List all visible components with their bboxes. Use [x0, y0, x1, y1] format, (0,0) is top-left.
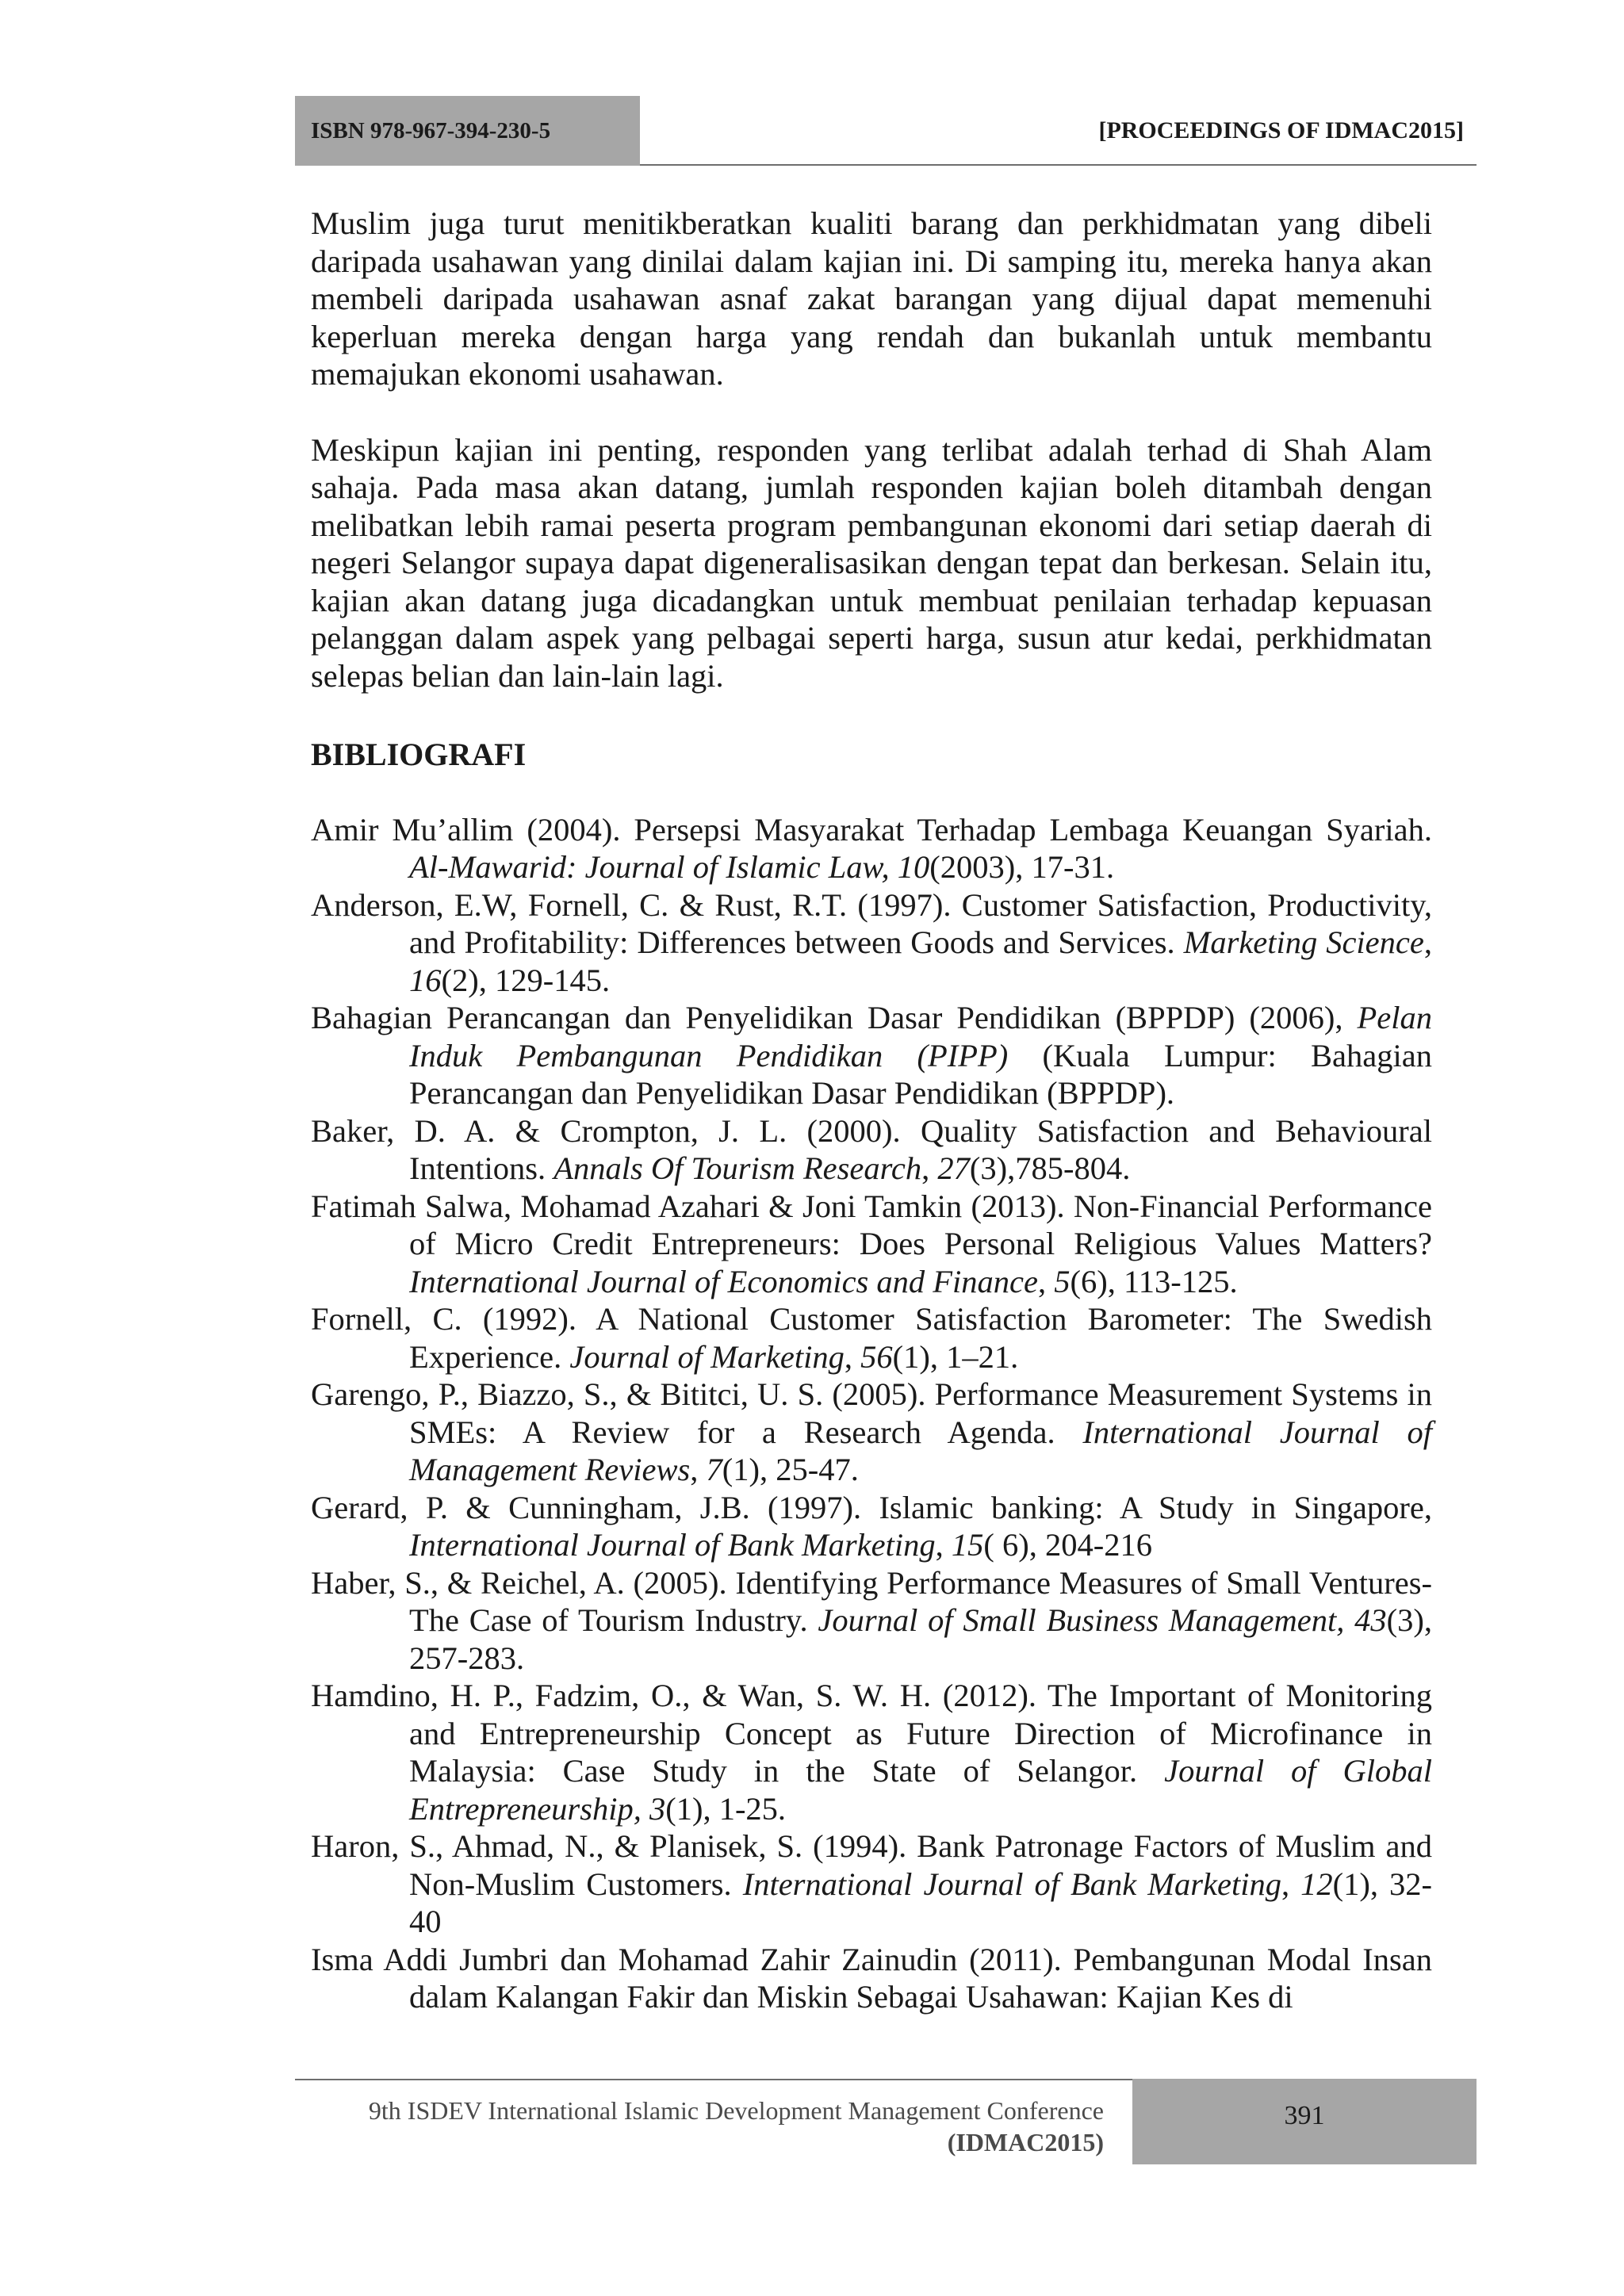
ref-text: ,: [1423, 924, 1432, 960]
ref-text: Haber, S., & Reichel, A. (2005). Identifying Performance Measures of Small Ventures-The Case of Tourism Industry.: [311, 1564, 1432, 1638]
ref-volume: 15: [951, 1527, 984, 1563]
page-number-box: [1132, 2079, 1477, 2164]
ref-journal: Marketing Science: [1183, 924, 1424, 960]
ref-text: Fatimah Salwa, Mohamad Azahari & Joni Tamkin (2013). Non-Financial Performance of Micro Credit Entrepreneurs: Does Personal Religious Values Matters?: [311, 1188, 1432, 1261]
ref-text: (1), 25-47.: [722, 1452, 859, 1487]
ref-journal: Annals Of Tourism Research: [553, 1150, 922, 1186]
page-footer: [295, 2079, 1477, 2164]
ref-journal: International Journal of Bank Marketing: [742, 1866, 1281, 1902]
reference-item: [311, 1188, 1432, 1301]
ref-text: ,: [844, 1338, 861, 1375]
conference-line-2: (IDMAC2015): [947, 2128, 1104, 2156]
ref-volume: 16: [409, 962, 442, 998]
ref-text: (3), 257-283.: [409, 1602, 1433, 1676]
reference-item: [311, 1677, 1432, 1827]
ref-text: Hamdino, H. P., Fadzim, O., & Wan, S. W. H. (2012). The Important of Monitoring and Entrepreneurship Concept as Future Direction of Microfinance in Malaysia: Case Study in the State of Selangor.: [311, 1678, 1432, 1789]
ref-journal: Journal of Small Business Management, 43: [818, 1602, 1387, 1638]
ref-text: ,: [1038, 1263, 1055, 1299]
ref-volume: 5: [1054, 1263, 1071, 1299]
ref-text: Gerard, P. & Cunningham, J.B. (1997). Islamic banking: A Study in Singapore,: [311, 1489, 1432, 1525]
page-header: [295, 96, 1477, 166]
ref-text: Bahagian Perancangan dan Penyelidikan Dasar Pendidikan (BPPDP) (2006),: [311, 1000, 1358, 1035]
ref-text: Anderson, E.W, Fornell, C. & Rust, R.T. (1997). Customer Satisfaction, Productivity, and Profitability: Differences between Goods and Services.: [311, 886, 1432, 960]
ref-text: (1), 32-40: [409, 1866, 1432, 1939]
ref-text: ( 6), 204-216: [983, 1527, 1152, 1563]
ref-text: Haron, S., Ahmad, N., & Planisek, S. (1994). Bank Patronage Factors of Muslim and Non-Muslim Customers.: [311, 1828, 1432, 1902]
ref-text: (2003), 17-31.: [929, 849, 1115, 885]
ref-journal: Journal of Marketing: [569, 1338, 845, 1375]
ref-journal: Journal of Global Entrepreneurship, 3: [409, 1753, 1432, 1827]
ref-text: (1), 1–21.: [892, 1338, 1019, 1375]
ref-text: Isma Addi Jumbri dan Mohamad Zahir Zainudin (2011). Pembangunan Modal Insan dalam Kalangan Fakir dan Miskin Sebagai Usahawan: Kajian Kes di: [311, 1941, 1432, 2015]
reference-list: [311, 811, 1432, 2016]
ref-text: ,: [1281, 1866, 1301, 1902]
ref-text: Garengo, P., Biazzo, S., & Bititci, U. S. (2005). Performance Measurement Systems in SMEs: A Review for a Research Agenda.: [311, 1376, 1432, 1450]
ref-text: Amir Mu’allim (2004). Persepsi Masyarakat Terhadap Lembaga Keuangan Syariah.: [311, 811, 1432, 848]
reference-item: [311, 1941, 1432, 2016]
paragraph: Meskipun kajian ini penting, responden yang terlibat adalah terhad di Shah Alam sahaja. Pada masa akan datang, jumlah responden kajian boleh ditambah dengan melibatkan lebih ramai peserta program pembangunan ekonomi dari setiap daerah di negeri Selangor supaya dapat digeneralisasikan dengan tepat dan berkesan. Selain itu, kajian akan datang juga dicadangkan untuk membuat penilaian terhadap kepuasan pelanggan dalam aspek yang pelbagai seperti harga, susun atur kedai, perkhidmatan selepas belian dan lain-lain lagi.: [311, 431, 1432, 694]
conference-name: [311, 2095, 1104, 2158]
ref-text: Baker, D. A. & Crompton, J. L. (2000). Quality Satisfaction and Behavioural Intentions.: [311, 1112, 1432, 1186]
paragraph: Muslim juga turut menitikberatkan kualiti barang dan perkhidmatan yang dibeli daripada usahawan yang dinilai dalam kajian ini. Di samping itu, mereka hanya akan membeli daripada usahawan asnaf zakat barangan yang dijual dapat memenuhi keperluan mereka dengan harga yang rendah dan bukanlah untuk membantu memajukan ekonomi usahawan.: [311, 205, 1432, 392]
page-number: 391: [1284, 2101, 1325, 2130]
ref-volume: 12: [1300, 1866, 1333, 1902]
reference-item: [311, 1827, 1432, 1941]
ref-journal: International Journal of Bank Marketing: [409, 1527, 936, 1563]
section-heading: BIBLIOGRAFI: [311, 737, 527, 772]
reference-item: [311, 999, 1432, 1112]
ref-text: (Kuala Lumpur: Bahagian Perancangan dan Penyelidikan Dasar Pendidikan (BPPDP).: [409, 1037, 1432, 1111]
ref-text: (1), 1-25.: [665, 1790, 787, 1827]
ref-text: (3),785-804.: [969, 1150, 1131, 1186]
ref-volume: 56: [860, 1338, 893, 1375]
isbn-label: ISBN 978-967-394-230-5: [295, 96, 640, 166]
ref-journal: Al-Mawarid: Journal of Islamic Law, 10: [409, 849, 930, 885]
reference-item: [311, 1112, 1432, 1188]
ref-text: (2), 129-145.: [441, 962, 611, 998]
reference-item: [311, 1564, 1432, 1678]
ref-volume: 7: [706, 1452, 722, 1487]
ref-journal: International Journal of Management Reviews: [409, 1414, 1433, 1487]
ref-journal: International Journal of Economics and Finance: [409, 1263, 1038, 1299]
footer-rule: [295, 2079, 1132, 2080]
reference-item: [311, 1489, 1432, 1564]
reference-item: [311, 1300, 1432, 1376]
reference-item: [311, 886, 1432, 1000]
ref-text: Fornell, C. (1992). A National Customer Satisfaction Barometer: The Swedish Experience.: [311, 1301, 1432, 1375]
ref-text: ,: [935, 1527, 952, 1563]
ref-volume: 27: [937, 1150, 970, 1186]
ref-text: (6), 113-125.: [1070, 1263, 1238, 1299]
ref-text: ,: [690, 1452, 707, 1487]
reference-item: [311, 811, 1432, 886]
proceedings-title: [PROCEEDINGS OF IDMAC2015]: [1098, 117, 1464, 144]
header-rule: [640, 164, 1477, 166]
reference-item: [311, 1376, 1432, 1489]
ref-journal: Pelan Induk Pembangunan Pendidikan (PIPP): [409, 1000, 1432, 1073]
conference-line-1: 9th ISDEV International Islamic Development Management Conference: [368, 2096, 1104, 2125]
ref-text: ,: [921, 1150, 938, 1186]
page-body: [311, 205, 1432, 2016]
